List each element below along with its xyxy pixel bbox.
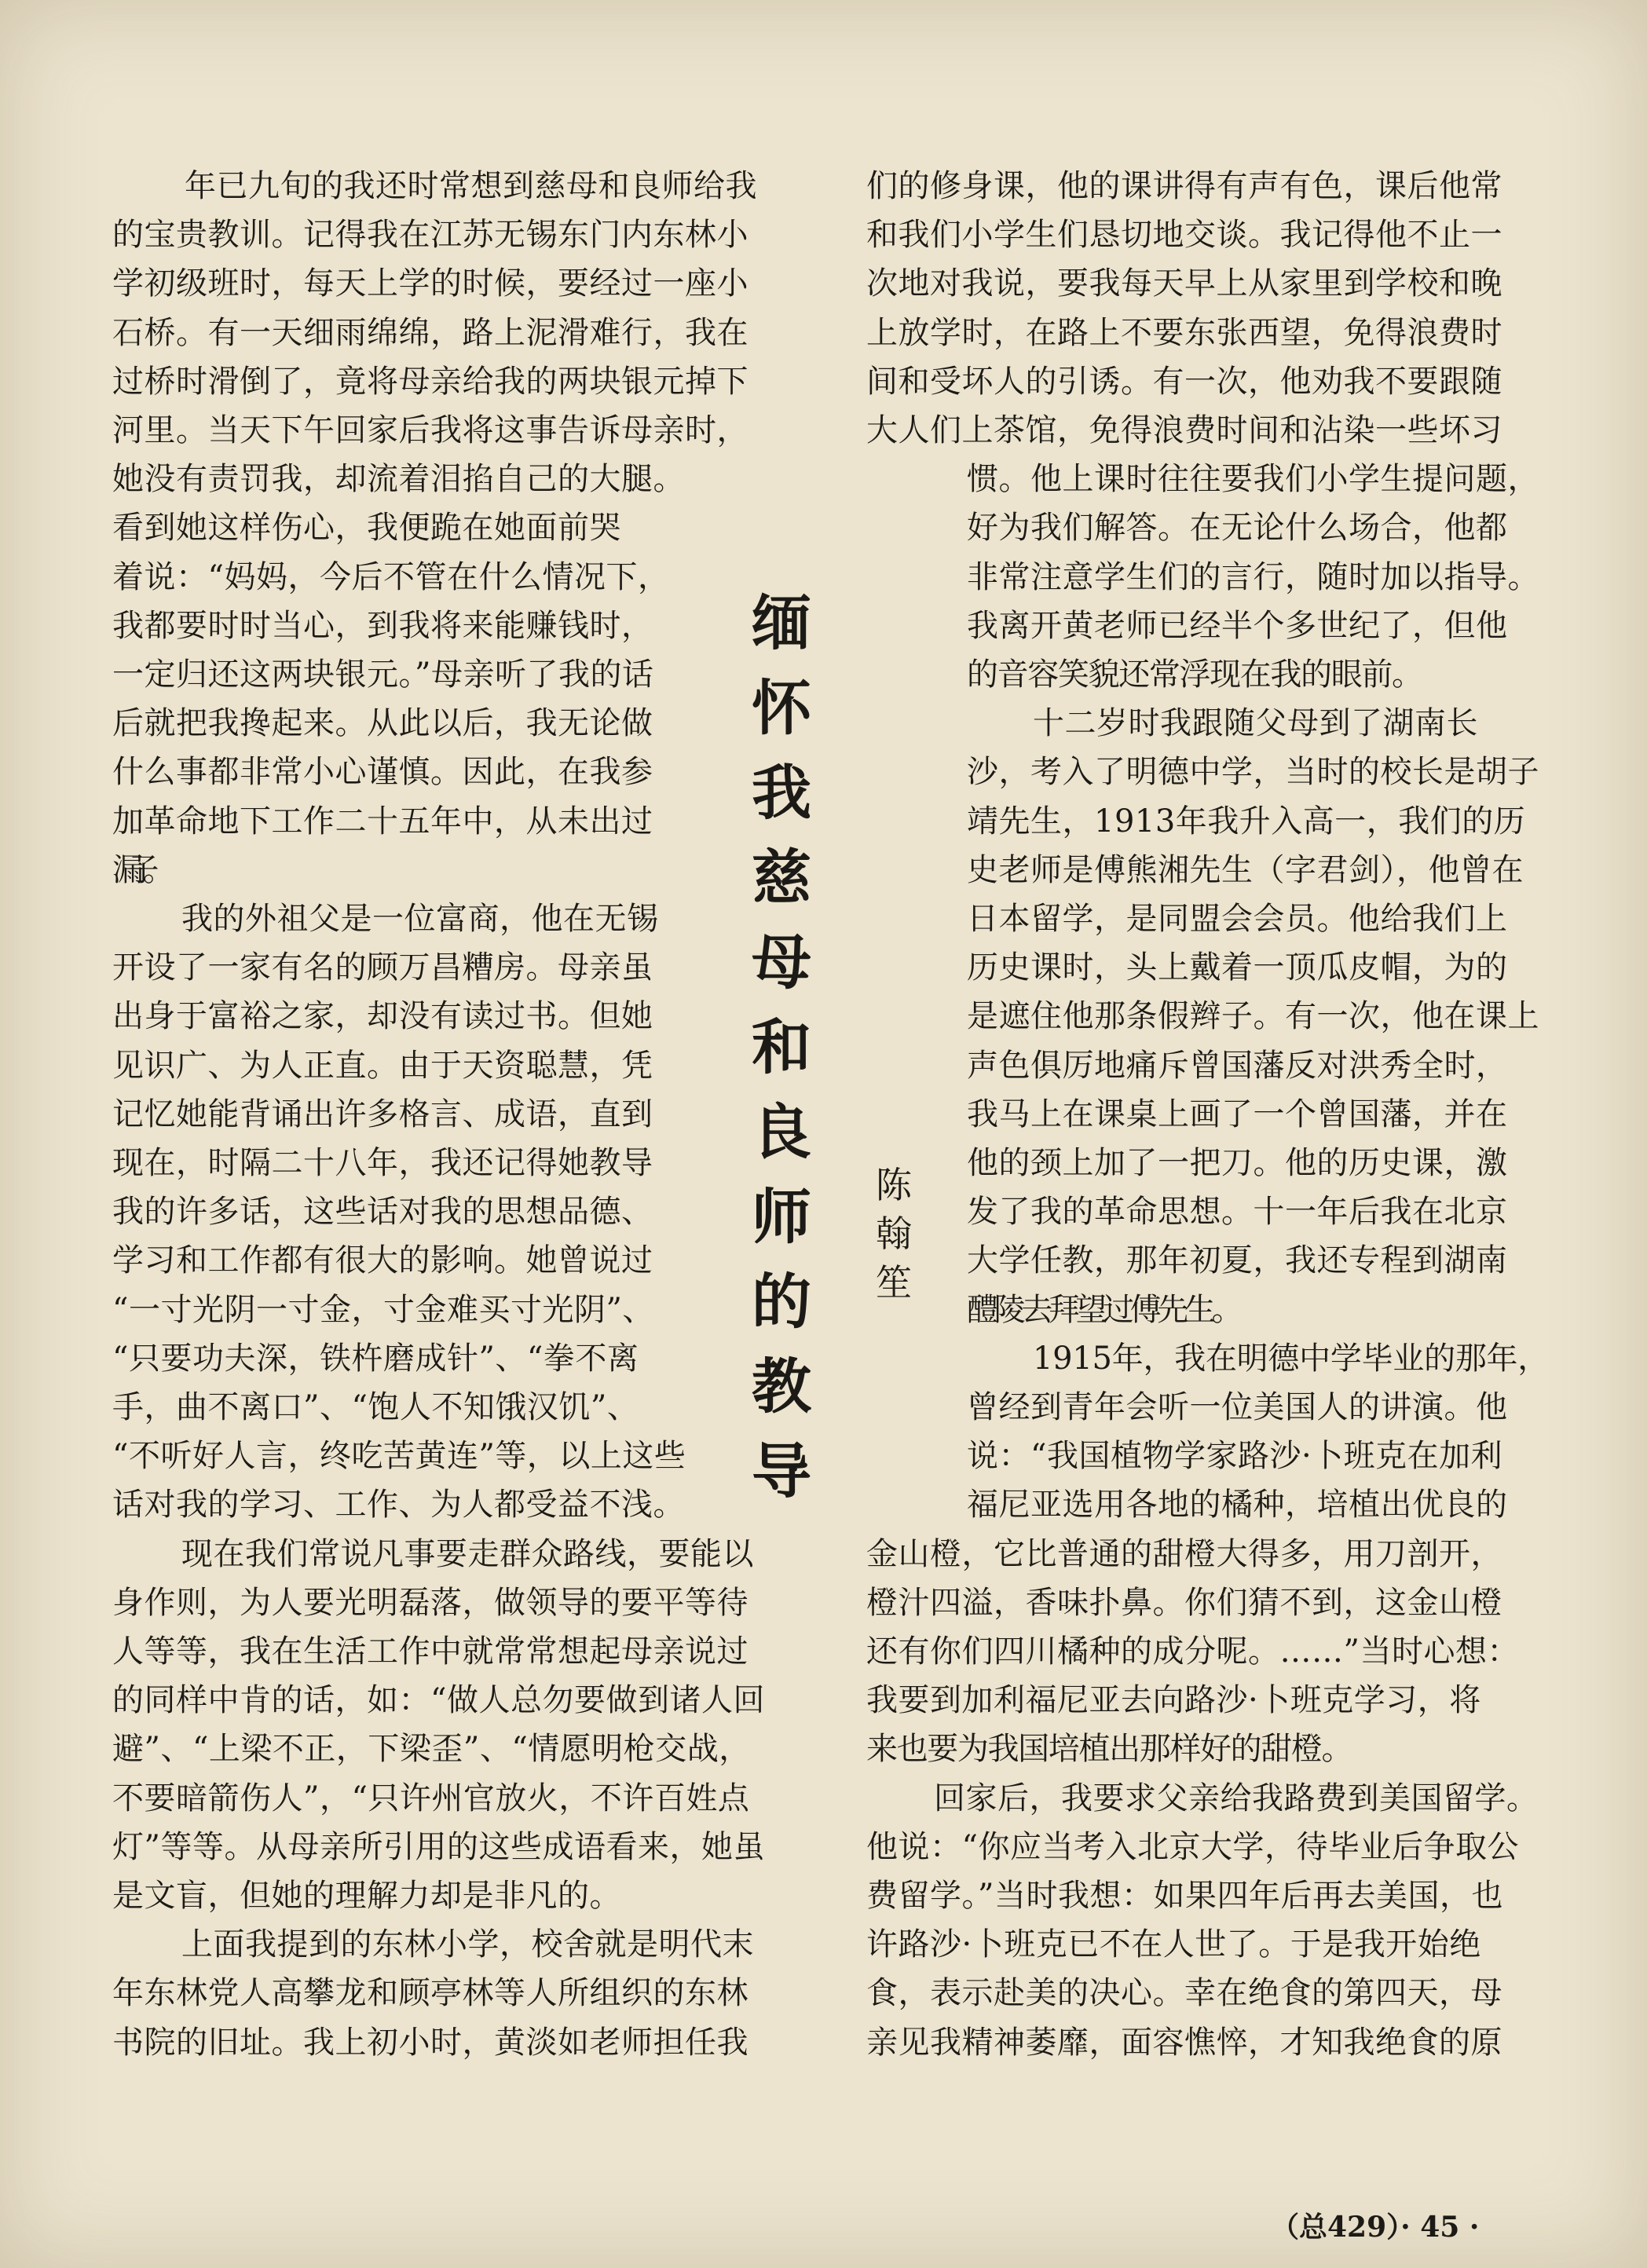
text-line: 年已九旬的我还时常想到慈母和良师给我	[185, 168, 757, 204]
text-line: 史老师是傅熊湘先生（字君剑），他曾在	[967, 851, 1524, 888]
title-char: 的	[752, 1267, 811, 1337]
text-line: 上放学时，在路上不要东张西望，免得浪费时	[866, 314, 1502, 351]
text-line: 灯”等等。从母亲所引用的这些成语看来，她虽	[112, 1828, 765, 1865]
text-line: 许路沙·卜班克已不在人世了。于是我开始绝	[866, 1926, 1481, 1963]
text-line: 的同样中肯的话，如：“做人总勿要做到诸人回	[112, 1682, 765, 1719]
text-line: 来也要为我国培植出那样好的甜橙。	[866, 1731, 1352, 1768]
author-char: 翰	[876, 1213, 912, 1255]
text-line: 历史课时，头上戴着一顶瓜皮帽，为的	[967, 949, 1508, 986]
text-line: 开设了一家有名的顾万昌糟房。母亲虽	[112, 949, 653, 986]
text-line: 书院的旧址。我上初小时，黄淡如老师担任我	[112, 2024, 748, 2061]
text-line: 我的许多话，这些话对我的思想品德、	[112, 1194, 653, 1231]
text-line: 回家后，我要求父亲给我路费到美国留学。	[934, 1780, 1539, 1816]
title-char: 导	[752, 1436, 811, 1506]
text-line: 我离开黄老师已经半个多世纪了，但他	[967, 607, 1508, 644]
text-line: 亲见我精神萎靡，面容憔悴，才知我绝食的原	[866, 2024, 1502, 2061]
text-line: “不听好人言，终吃苦黄连”等，以上这些	[112, 1438, 686, 1475]
author-char: 笙	[876, 1261, 912, 1304]
title-char: 良	[752, 1097, 811, 1167]
title-char: 我	[752, 758, 811, 828]
page-number: （总429）· 45 ·	[1271, 2211, 1480, 2244]
text-line: 我的外祖父是一位富商，他在无锡	[181, 901, 659, 937]
text-line: 漏子。	[112, 851, 159, 888]
text-line: 的宝贵教训。记得我在江苏无锡东门内东林小	[112, 217, 748, 254]
text-line: 十二岁时我跟随父母到了湖南长	[1033, 705, 1478, 742]
text-line: 什么事都非常小心谨慎。因此，在我参	[112, 754, 653, 791]
text-line: 学习和工作都有很大的影响。她曾说过	[112, 1242, 653, 1279]
text-line: 河里。当天下午回家后我将这事告诉母亲时，	[112, 412, 748, 448]
text-line: 醴陵去拜望过傅先生。	[967, 1291, 1239, 1328]
author-char: 陈	[876, 1164, 912, 1206]
text-line: 费留学。”当时我想：如果四年后再去美国，也	[866, 1878, 1503, 1914]
text-line: 金山橙，它比普通的甜橙大得多，用刀剖开，	[866, 1535, 1502, 1572]
title-char: 慈	[752, 843, 811, 913]
text-line: 现在，时隔二十八年，我还记得她教导	[112, 1145, 653, 1181]
text-line: 惯。他上课时往往要我们小学生提问题，	[967, 461, 1539, 498]
title-char: 教	[752, 1352, 811, 1421]
title-char: 缅	[752, 588, 811, 658]
text-line: 身作则，为人要光明磊落，做领导的要平等待	[112, 1584, 748, 1621]
article-title	[746, 581, 817, 1514]
text-line: 上面我提到的东林小学，校舍就是明代末	[181, 1926, 754, 1963]
text-line: 发了我的革命思想。十一年后我在北京	[967, 1194, 1508, 1231]
text-line: 1915年，我在明德中学毕业的那年，	[1033, 1340, 1550, 1377]
text-line: 大人们上茶馆，免得浪费时间和沾染一些坏习	[866, 412, 1502, 448]
text-line: 的音容笑貌还常浮现在我的眼前。	[967, 657, 1422, 693]
text-line: 年东林党人高攀龙和顾亭林等人所组织的东林	[112, 1975, 748, 2012]
title-char: 怀	[752, 673, 811, 743]
text-line: 一定归还这两块银元。”母亲听了我的话	[112, 657, 654, 693]
text-line: 我都要时时当心，到我将来能赚钱时，	[112, 607, 653, 644]
text-line: 过桥时滑倒了，竟将母亲给我的两块银元掉下	[112, 363, 748, 400]
text-line: 橙汁四溢，香味扑鼻。你们猜不到，这金山橙	[866, 1584, 1502, 1621]
text-line: 话对我的学习、工作、为人都受益不浅。	[112, 1487, 685, 1524]
article-author	[870, 1161, 917, 1307]
text-line: 手，曲不离口”、“饱人不知饿汉饥”、	[112, 1389, 639, 1425]
title-char: 和	[752, 1012, 811, 1082]
text-line: 后就把我搀起来。从此以后，我无论做	[112, 705, 653, 742]
text-line: 出身于富裕之家，却没有读过书。但她	[112, 998, 653, 1035]
text-line: 着说：“妈妈，今后不管在什么情况下，	[112, 558, 670, 595]
text-line: 他说：“你应当考入北京大学，待毕业后争取公	[866, 1828, 1519, 1865]
text-line: 是文盲，但她的理解力却是非凡的。	[112, 1878, 621, 1914]
text-line: 次地对我说，要我每天早上从家里到学校和晚	[866, 265, 1502, 302]
text-line: 日本留学，是同盟会会员。他给我们上	[967, 901, 1508, 937]
text-line: 我要到加利福尼亚去向路沙·卜班克学习，将	[866, 1682, 1481, 1719]
text-line: 说：“我国植物学家路沙·卜班克在加利	[967, 1438, 1503, 1475]
text-line: 间和受坏人的引诱。有一次，他劝我不要跟随	[866, 363, 1502, 400]
text-line: 学初级班时，每天上学的时候，要经过一座小	[112, 265, 748, 302]
text-line: 看到她这样伤心，我便跪在她面前哭	[112, 510, 621, 547]
title-char: 母	[752, 927, 811, 997]
text-line: 我马上在课桌上画了一个曾国藩，并在	[967, 1096, 1508, 1132]
text-line: 好为我们解答。在无论什么场合，他都	[967, 510, 1508, 547]
text-line: 避”、“上梁不正，下梁歪”、“情愿明枪交战，	[112, 1731, 751, 1768]
text-line: 是遮住他那条假辫子。有一次，他在课上	[967, 998, 1539, 1035]
text-line: 和我们小学生们恳切地交谈。我记得他不止一	[866, 217, 1502, 254]
text-line: 声色俱厉地痛斥曾国藩反对洪秀全时，	[967, 1047, 1508, 1084]
text-line: “只要功夫深，铁杵磨成针”、“拳不离	[112, 1340, 639, 1377]
text-line: 大学任教，那年初夏，我还专程到湖南	[967, 1242, 1508, 1279]
text-line: 还有你们四川橘种的成分呢。……”当时心想：	[866, 1633, 1519, 1670]
title-char: 师	[752, 1182, 811, 1252]
text-line: 非常注意学生们的言行，随时加以指导。	[967, 558, 1539, 595]
text-line: 见识广、为人正直。由于天资聪慧，凭	[112, 1047, 653, 1084]
text-line: 记忆她能背诵出许多格言、成语，直到	[112, 1096, 653, 1132]
text-line: 加革命地下工作二十五年中，从未出过	[112, 803, 653, 840]
text-line: 食，表示赴美的决心。幸在绝食的第四天，母	[866, 1975, 1502, 2012]
text-line: 她没有责罚我，却流着泪掐自己的大腿。	[112, 461, 685, 498]
text-line: 他的颈上加了一把刀。他的历史课，激	[967, 1145, 1508, 1181]
text-line: 们的修身课，他的课讲得有声有色，课后他常	[866, 168, 1502, 204]
text-line: 靖先生，1913年我升入高一，我们的历	[967, 803, 1526, 840]
text-line: 现在我们常说凡事要走群众路线，要能以	[181, 1535, 754, 1572]
text-line: 石桥。有一天细雨绵绵，路上泥滑难行，我在	[112, 314, 748, 351]
text-line: 福尼亚选用各地的橘种，培植出优良的	[967, 1487, 1508, 1524]
text-line: 人等等，我在生活工作中就常常想起母亲说过	[112, 1633, 748, 1670]
text-line: 沙，考入了明德中学，当时的校长是胡子	[967, 754, 1539, 791]
text-line: “一寸光阴一寸金，寸金难买寸光阴”、	[112, 1291, 654, 1328]
text-line: 不要暗箭伤人”，“只许州官放火，不许百姓点	[112, 1780, 750, 1816]
text-line: 曾经到青年会听一位美国人的讲演。他	[967, 1389, 1508, 1425]
